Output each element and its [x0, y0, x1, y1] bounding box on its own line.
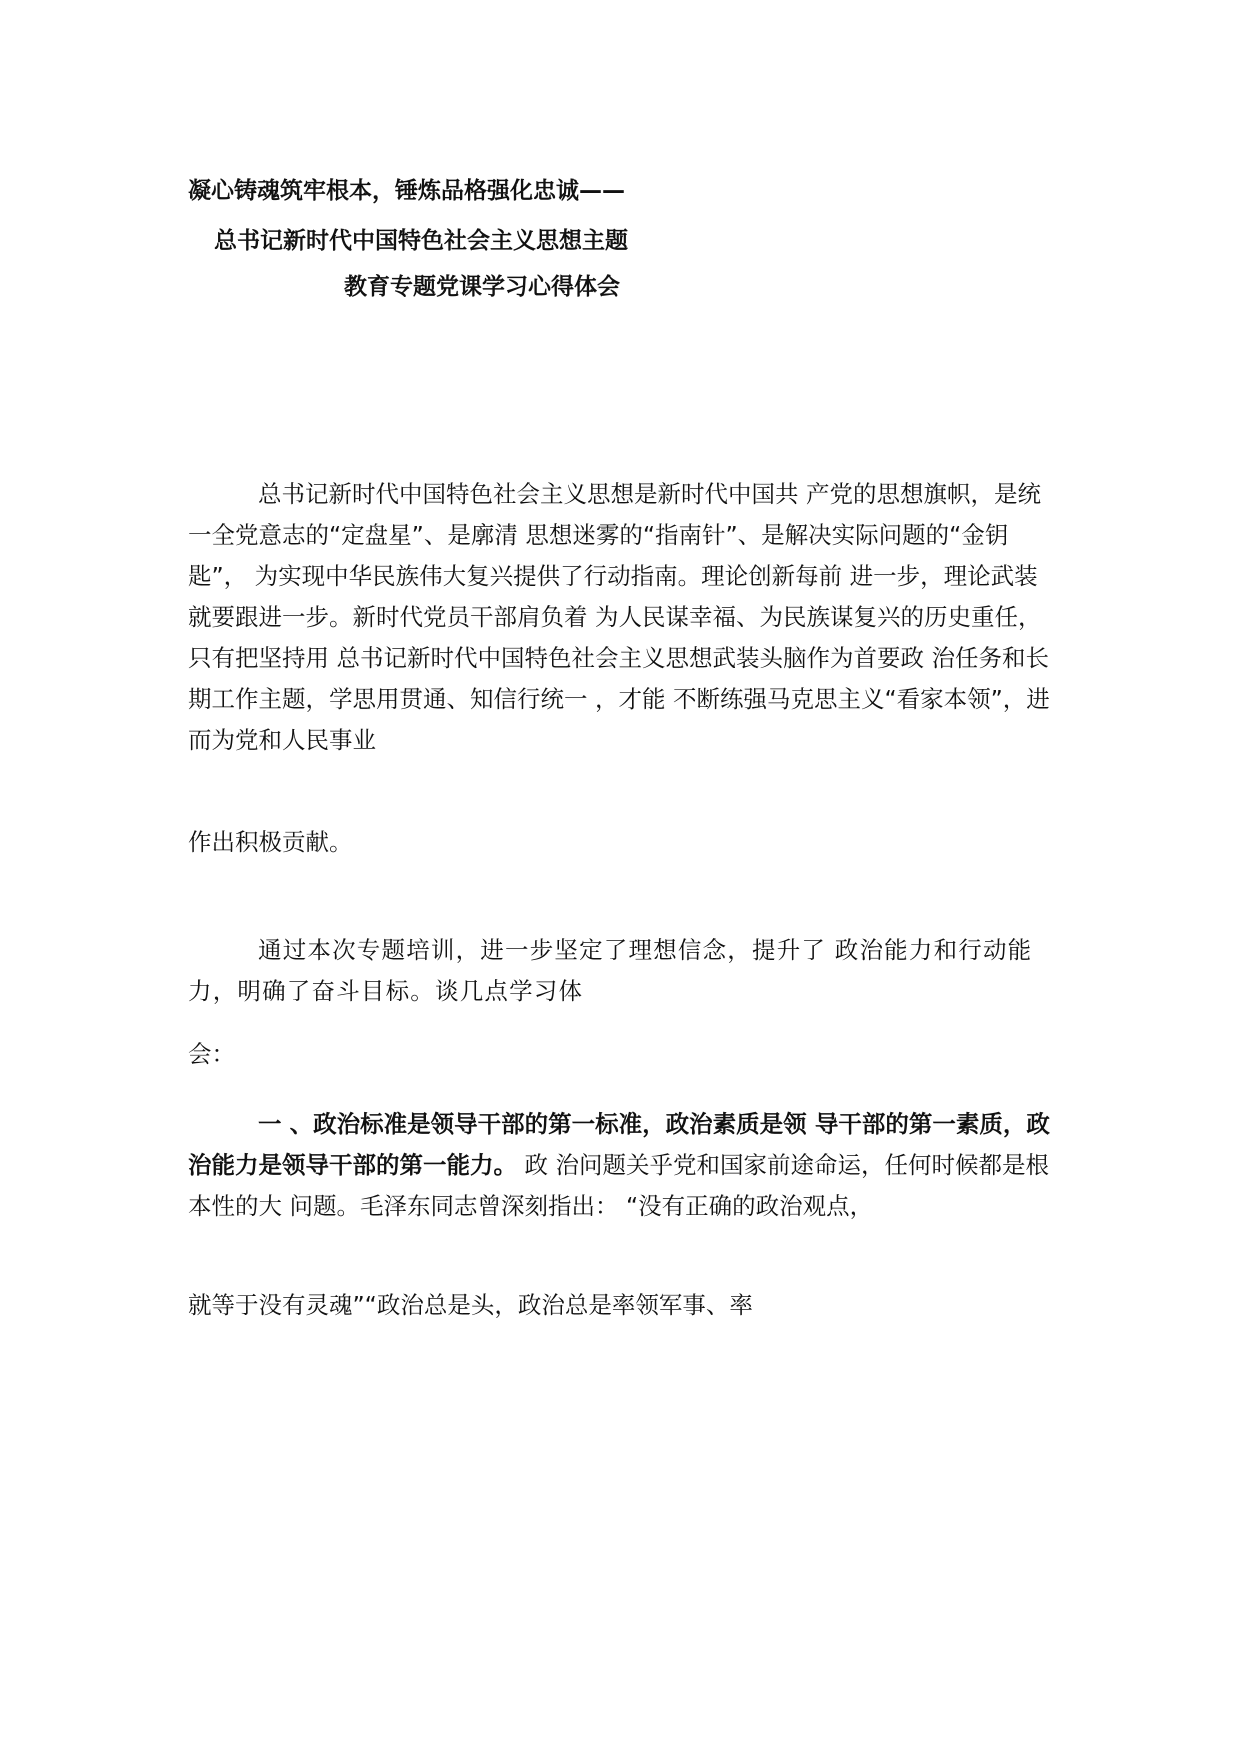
body-paragraph-2-continuation: 会：	[188, 1040, 235, 1068]
title-line-1: 凝心铸魂筑牢根本，锤炼品格强化忠诚——	[188, 178, 625, 204]
body-paragraph-3	[188, 1104, 1058, 1227]
section-heading-1: 一 、政治标准是领导干部的第一标准，政治素质是领 导干部的第一素质，政治能力是领导干部的第一能力。	[188, 1110, 1050, 1179]
title-line-2: 总书记新时代中国特色社会主义思想主题	[214, 228, 628, 254]
body-paragraph-3-text: 政 治问题关乎党和国家前途命运，任何时候都是根本性的大 问题。毛泽东同志曾深刻指出： “没有正确的政治观点，	[188, 1151, 1049, 1220]
body-paragraph-1: 总书记新时代中国特色社会主义思想是新时代中国共 产党的思想旗帜，是统一全党意志的“定盘星”、是廓清 思想迷雾的“指南针”、是解决实际问题的“金钥匙”， 为实现中华民族伟大复兴提供了行动指南。理论创新每前 进一步，理论武装就要跟进一步。新时代党员干部肩负着 为人民谋幸福、为民族谋复兴的历史重任，只有把坚持用 总书记新时代中国特色社会主义思想武装头脑作为首要政 治任务和长期工作主题，学思用贯通、知信行统一 ，才能 不断练强马克思主义“看家本领”，进而为党和人民事业	[188, 480, 1050, 754]
body-paragraph-1-continuation: 作出积极贡献。	[188, 828, 353, 856]
title-line-3: 教育专题党课学习心得体会	[344, 274, 620, 300]
body-paragraph-2: 通过本次专题培训，进一步坚定了理想信念，提升了 政治能力和行动能力，明确了奋斗目标。谈几点学习体	[188, 936, 1033, 1005]
body-paragraph-3-continuation: 就等于没有灵魂”“政治总是头，政治总是率领军事、率	[188, 1291, 753, 1319]
